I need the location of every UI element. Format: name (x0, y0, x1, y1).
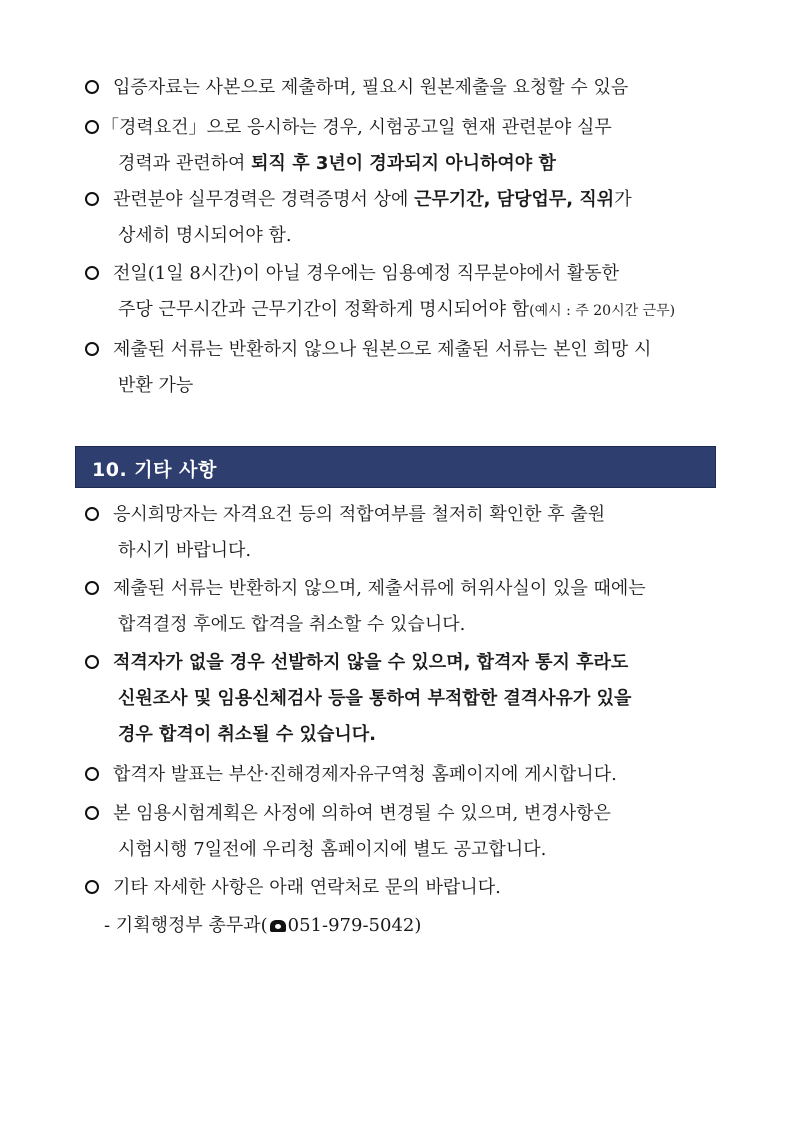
list-item (85, 110, 725, 182)
emphasis-text: 근무기간, 담당업무, 직위 (414, 189, 615, 210)
circle-bullet-icon (85, 655, 99, 669)
contact-phone: 051-979-5042) (287, 915, 422, 936)
list-item (85, 757, 725, 793)
circle-bullet-icon (85, 342, 99, 356)
emphasis-text: 경우 합격이 취소될 수 있습니다. (118, 724, 376, 745)
circle-bullet-icon (85, 266, 99, 280)
circle-bullet-icon (85, 581, 99, 595)
item-text: 합격자 발표는 부산·진해경제자유구역청 홈페이지에 게시합니다. (113, 764, 617, 785)
circle-bullet-icon (85, 120, 99, 134)
contact-prefix: - 기획행정부 총무과( (104, 915, 268, 936)
section-title: 10. 기타 사항 (92, 459, 217, 481)
item-text: 전일(1일 8시간)이 아닐 경우에는 임용예정 직무분야에서 활동한 (113, 263, 619, 284)
item-text: 합격결정 후에도 합격을 취소할 수 있습니다. (118, 614, 466, 635)
list-item (85, 256, 725, 328)
list-item (85, 571, 725, 643)
item-text: 경력과 관련하여 (118, 153, 252, 174)
contact-line (104, 908, 421, 944)
circle-bullet-icon (85, 192, 99, 206)
item-text: 제출된 서류는 반환하지 않으며, 제출서류에 허위사실이 있을 때에는 (113, 578, 646, 599)
circle-bullet-icon (85, 507, 99, 521)
emphasis-text: 신원조사 및 임용신체검사 등을 통하여 부적합한 결격사유가 있을 (118, 688, 632, 709)
list-item (85, 645, 725, 753)
item-text: 기타 자세한 사항은 아래 연락처로 문의 바랍니다. (113, 877, 501, 898)
circle-bullet-icon (85, 880, 99, 894)
section-header (75, 446, 716, 488)
item-text: 상세히 명시되어야 함. (118, 225, 292, 246)
list-item (85, 332, 725, 404)
circle-bullet-icon (85, 767, 99, 781)
list-item (85, 870, 725, 906)
item-text: 입증자료는 사본으로 제출하며, 필요시 원본제출을 요청할 수 있음 (113, 77, 629, 98)
item-text: 본 임용시험계획은 사정에 의하여 변경될 수 있으며, 변경사항은 (113, 803, 611, 824)
list-item (85, 497, 725, 569)
item-text: 관련분야 실무경력은 경력증명서 상에 (113, 189, 415, 210)
item-text: 제출된 서류는 반환하지 않으나 원본으로 제출된 서류는 본인 희망 시 (113, 339, 652, 360)
emphasis-text: 퇴직 후 3년이 경과되지 아니하여야 함 (251, 153, 556, 174)
circle-bullet-icon (85, 80, 99, 94)
item-text: 응시희망자는 자격요건 등의 적합여부를 철저히 확인한 후 출원 (113, 504, 606, 525)
circle-bullet-icon (85, 806, 99, 820)
item-text: 가 (614, 189, 632, 210)
item-text: 반환 가능 (118, 375, 194, 396)
list-item (85, 796, 725, 868)
list-item (85, 182, 725, 254)
item-text: 시험시행 7일전에 우리청 홈페이지에 별도 공고합니다. (118, 839, 547, 860)
item-text: 주당 근무시간과 근무기간이 정확하게 명시되어야 함 (118, 299, 530, 320)
telephone-icon (270, 920, 286, 932)
item-text: 하시기 바랍니다. (118, 540, 252, 561)
emphasis-text: 적격자가 없을 경우 선발하지 않을 수 있으며, 합격자 통지 후라도 (113, 652, 629, 673)
item-text: 「경력요건」으로 응시하는 경우, 시험공고일 현재 관련분야 실무 (101, 117, 612, 138)
list-item (85, 70, 725, 106)
example-note: (예시 : 주 20시간 근무) (529, 303, 676, 319)
